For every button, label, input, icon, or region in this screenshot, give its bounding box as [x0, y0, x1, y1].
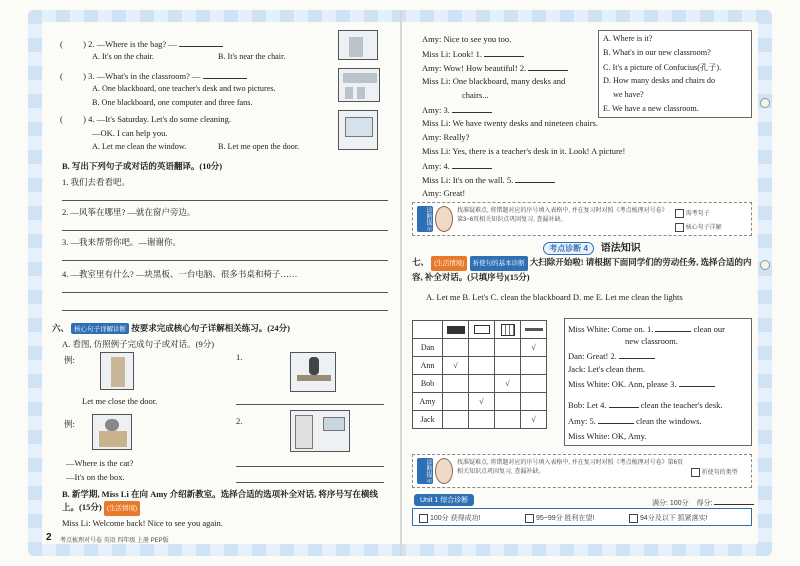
write-line[interactable]: [236, 404, 384, 405]
option: E. We have a new classroom.: [603, 104, 699, 113]
option: B. What's in our new classroom?: [603, 48, 711, 57]
example-2-question: —Where is the cat?: [66, 458, 134, 468]
dialogue-line: [568, 323, 725, 334]
section-number: 七、: [412, 257, 430, 267]
unit-pill: Unit 1 综合诊断: [414, 494, 474, 506]
write-line[interactable]: [236, 482, 384, 483]
item-1-number: 1.: [236, 352, 243, 362]
cat-box-picture: [92, 414, 132, 450]
binding-hole-icon: [760, 98, 770, 108]
question-4: [60, 114, 231, 124]
write-line[interactable]: [62, 200, 388, 201]
desk-icon: [469, 321, 495, 339]
answer-line[interactable]: [203, 70, 247, 79]
question-stem: 2. —Where is the bag? —: [88, 39, 177, 49]
window-cleaning-picture: [338, 110, 378, 150]
checkbox[interactable]: [691, 468, 700, 477]
option: C. It's a picture of Confucius(孔子).: [603, 63, 722, 72]
answer-line[interactable]: [598, 415, 634, 424]
option-a: A. It's on the chair.: [92, 52, 154, 61]
dialogue-text: Miss White: Come on. 1.: [568, 324, 654, 334]
part-b-title: B. 写出下列句子或对话的英语翻译。(10分): [62, 161, 223, 171]
question-2: [60, 38, 223, 49]
right-border: [758, 10, 772, 556]
score-ranges: [412, 508, 752, 526]
item-2-number: 2.: [236, 416, 243, 426]
option: D. How many desks and chairs do: [603, 76, 716, 85]
example-1-caption: Let me close the door.: [82, 396, 158, 406]
dialogue-line-1: Miss Li: Welcome back! Nice to see you again.: [62, 518, 223, 528]
option: we have?: [613, 90, 644, 99]
teacher-avatar-icon: [435, 206, 453, 232]
question-3: [60, 70, 247, 81]
right-column: [412, 30, 752, 538]
task-grid: [412, 320, 547, 429]
dialogue-box: [564, 318, 752, 446]
girl-desk-picture: [290, 352, 336, 392]
dialogue-line: Amy: Nice to see you too.: [422, 34, 512, 44]
question-4-reply: —OK. I can help you.: [92, 128, 168, 138]
range-label: 95~99分 胜利在望!: [535, 515, 595, 522]
range-1: [419, 513, 481, 523]
write-line[interactable]: [236, 466, 384, 467]
binding-hole-icon: [760, 260, 770, 270]
question-stem: 4. —It's Saturday. Let's do some cleaning.: [88, 114, 232, 124]
dialogue-text: Amy: Wow! How beautiful! 2.: [422, 63, 527, 73]
context-tag: (生活情境): [431, 256, 467, 271]
check-row: [691, 467, 738, 477]
tick-mark: √: [495, 375, 521, 393]
dialogue-text: Bob: Let 4.: [568, 400, 607, 410]
paren: ): [83, 114, 86, 124]
tick-mark: √: [443, 357, 469, 375]
range-3: [629, 513, 708, 523]
grid-row-name: Dan: [413, 339, 443, 357]
section-7-header: [412, 256, 752, 284]
page-spine: [400, 10, 402, 556]
write-line[interactable]: [62, 230, 388, 231]
paren: (: [60, 114, 63, 124]
tick-mark: √: [521, 411, 547, 429]
checkbox-label: 核心句子详解: [685, 225, 722, 231]
checkbox-label: 需考句子: [685, 211, 710, 217]
checkbox-label: 祈使句的类型: [701, 470, 738, 476]
dialogue-line: [568, 378, 715, 389]
check-row: [675, 222, 722, 232]
option-b: B. One blackboard, one computer and three fans.: [92, 98, 253, 107]
left-column: [46, 30, 390, 544]
dialogue-line: [422, 104, 492, 115]
dialogue-text: Miss Li: It's on the wall. 5.: [422, 175, 514, 185]
answer-line[interactable]: [528, 62, 568, 71]
paren: ): [83, 71, 86, 81]
diagnostic-tag: 诊断提示: [417, 206, 433, 232]
checkbox[interactable]: [675, 223, 684, 232]
dialogue-line: [568, 399, 723, 410]
paren: (: [60, 39, 63, 49]
grid-row-name: Amy: [413, 393, 443, 411]
footer-text: 考点梳理对号卷 英语 四年级 上册 PEP版: [60, 538, 169, 544]
checkbox[interactable]: [525, 514, 534, 523]
context-tag: (生活情境): [104, 501, 140, 516]
dialogue-text: clean our: [693, 324, 725, 334]
answer-line[interactable]: [679, 378, 715, 387]
dialogue-text: Dan: Great! 2.: [568, 351, 617, 361]
dialogue-text: Amy: 5.: [568, 416, 596, 426]
range-label: 100分 获得成功!: [429, 515, 481, 522]
page-number: 2: [46, 532, 52, 543]
checkbox[interactable]: [629, 514, 638, 523]
dialogue-line: Amy: Great!: [422, 188, 466, 198]
chair-bag-picture: [338, 30, 378, 60]
dialogue-text: Amy: 4.: [422, 161, 450, 171]
section-tag: 祈使句的基本诊断: [470, 256, 528, 271]
choices-list: A. Let me B. Let's C. clean the blackboard D. me E. Let me clean the lights: [426, 292, 683, 302]
door-picture: [100, 352, 134, 390]
section-title: 大扫除开始啦! 请根据下面同学们的劳动任务, 选择合适的内容, 补全对话。(只填序号)(15分): [412, 257, 752, 282]
dialogue-line: [422, 160, 492, 171]
lights-icon: [521, 321, 547, 339]
dialogue-line: chairs...: [462, 90, 489, 100]
range-label: 94分及以下 抓紧落实!: [639, 515, 708, 522]
translation-item-2: 2. —风筝在哪里? —就在窗户旁边。: [62, 207, 196, 217]
part-b2-title: B. 新学期, Miss Li 在向 Amy 介绍新教室。选择合适的选项补全对话, 将序号写在横线上。(15分): [62, 489, 378, 512]
option-b: B. Let me open the door.: [218, 142, 300, 151]
option-a: A. One blackboard, one teacher's desk and two pictures.: [92, 84, 276, 93]
grid-row-name: Bob: [413, 375, 443, 393]
window-icon: [495, 321, 521, 339]
dialogue-line: Jack: Let's clean them.: [568, 364, 646, 374]
dialogue-text: clean the teacher's desk.: [640, 400, 723, 410]
door-picture-frame-picture: [290, 410, 350, 452]
answer-line[interactable]: [179, 38, 223, 47]
tick-mark: √: [469, 393, 495, 411]
blackboard-icon: [443, 321, 469, 339]
example-2-answer: —It's on the box.: [66, 472, 125, 482]
diagnostic-text: 找准疑难点, 将错题对应的序号填入表格中, 并在复习时对照《考点梳理对号卷》第6页相关知识点巩固复习, 查漏补缺。: [457, 460, 684, 475]
option-a: A. Let me clean the window.: [92, 142, 187, 151]
score-line: [652, 496, 754, 508]
question-stem: 3. —What's in the classroom? —: [88, 71, 201, 81]
answer-line[interactable]: [515, 174, 555, 183]
check-row: [675, 208, 710, 218]
example-1-label: 例:: [64, 355, 75, 365]
checkbox[interactable]: [419, 514, 428, 523]
grid-row-name: Ann: [413, 357, 443, 375]
answer-line[interactable]: [484, 48, 524, 57]
dialogue-line: [422, 62, 568, 73]
translation-item-4: 4. —教室里有什么? —块黑板、一台电脑、很多书桌和椅子……: [62, 269, 298, 279]
diagnostic-box-1: [412, 202, 752, 236]
part-b2-header: [62, 488, 388, 516]
translation-item-1: 1. 我们去看看吧。: [62, 177, 131, 187]
answer-line[interactable]: [619, 350, 655, 359]
grid-row-name: Jack: [413, 411, 443, 429]
answer-line[interactable]: [452, 160, 492, 169]
section-tag: 核心句子详解诊断: [71, 323, 129, 334]
diagnostic-box-2: [412, 454, 752, 488]
diagnostic-tag: 诊断提示: [417, 458, 433, 484]
answer-line[interactable]: [609, 399, 639, 408]
option: A. Where is it?: [603, 34, 653, 43]
section-number: 六、: [52, 323, 70, 333]
dialogue-line: Amy: Really?: [422, 132, 470, 142]
options-box: [598, 30, 752, 118]
write-line[interactable]: [62, 310, 388, 311]
left-border: [28, 10, 42, 556]
dialogue-line: [568, 350, 655, 361]
example-2-label: 例:: [64, 419, 75, 429]
tick-mark: √: [521, 339, 547, 357]
dialogue-line: Miss Li: Yes, there is a teacher's desk in it. Look! A picture!: [422, 146, 626, 156]
translation-item-3: 3. —我来帮帮你吧。—谢谢你。: [62, 237, 182, 247]
score-field[interactable]: [714, 496, 754, 505]
range-2: [525, 513, 595, 523]
section-title: 按要求完成核心句子详解相关练习。(24分): [131, 323, 290, 333]
grammar-banner: [522, 239, 662, 253]
answer-line[interactable]: [452, 104, 492, 113]
dialogue-line: Miss White: OK, Amy.: [568, 431, 647, 441]
dialogue-text: clean the windows.: [636, 416, 702, 426]
full-score: 满分: 100分: [652, 500, 689, 507]
write-line[interactable]: [62, 292, 388, 293]
answer-line[interactable]: [655, 323, 691, 332]
diagnostic-text: 找准疑难点, 将错题对应的序号填入表格中, 并在复习时对照《考点梳理对号卷》第3~6页相关知识点巩固复习, 查漏补缺。: [457, 208, 665, 223]
part-a-title: A. 看图, 仿照例子完成句子或对话。(9分): [62, 339, 215, 349]
paren: ): [83, 39, 86, 49]
dialogue-line: [422, 48, 524, 59]
dialogue-line: Miss Li: One blackboard, many desks and: [422, 76, 566, 86]
score-label: 得分:: [696, 500, 713, 507]
banner-title: 语法知识: [600, 243, 641, 254]
dialogue-text: Miss White: OK. Ann, please 3.: [568, 379, 677, 389]
dialogue-line: [422, 174, 555, 185]
grid-corner: [413, 321, 443, 339]
dialogue-text: Miss Li: Look! 1.: [422, 49, 482, 59]
classroom-picture: [338, 68, 380, 102]
checkbox[interactable]: [675, 209, 684, 218]
option-b: B. It's near the chair.: [218, 52, 286, 61]
dialogue-text: Amy: 3.: [422, 105, 450, 115]
dialogue-line: new classroom.: [625, 336, 678, 346]
teacher-avatar-icon: [435, 458, 453, 484]
dialogue-line: Miss Li: We have twenty desks and nineteen chairs.: [422, 118, 598, 128]
paren: (: [60, 71, 63, 81]
dialogue-line: [568, 415, 702, 426]
banner-pill: 考点诊断 4: [543, 242, 594, 255]
section-6-header: [52, 322, 290, 334]
write-line[interactable]: [62, 260, 388, 261]
